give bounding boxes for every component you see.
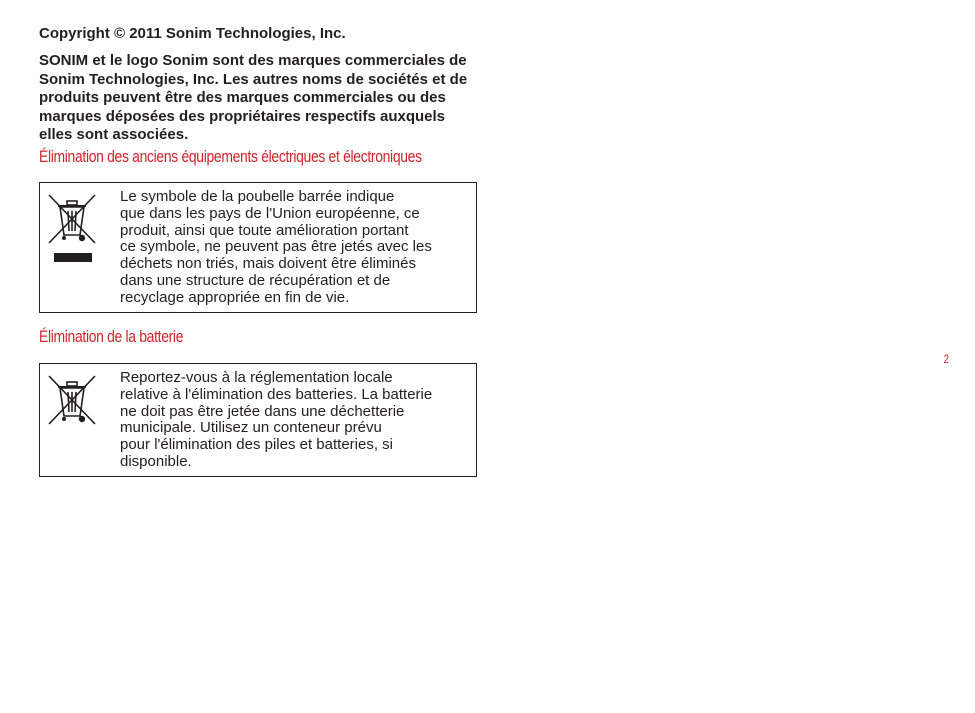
- battery-heading: Élimination de la batterie: [39, 327, 184, 346]
- weee-notice-box: [39, 182, 477, 313]
- trademark-notice: SONIM et le logo Sonim sont des marques commerciales de Sonim Technologies, Inc. Les autres noms de sociétés et de produits peuvent être des marques commerciales ou des marques déposées des propriétaires respectifs auxquels elles sont associées.: [39, 52, 468, 143]
- battery-notice-box: [39, 363, 477, 477]
- crossed-out-wheelie-bin-with-bar-icon: [46, 191, 98, 275]
- weee-heading: Élimination des anciens équipements électriques et électroniques: [39, 147, 422, 166]
- weee-notice-text: Le symbole de la poubelle barrée indique que dans les pays de l'Union européenne, ce produit, ainsi que toute amélioration portant ce symbole, ne peuvent pas être jetés avec les déchets non triés, mais doivent être éliminés dans une structure de récupération et de recyclage appropriée en fin de vie.: [120, 188, 432, 306]
- copyright-notice: Copyright © 2011 Sonim Technologies, Inc.: [39, 25, 346, 42]
- page-number: 2: [943, 352, 950, 366]
- crossed-out-wheelie-bin-icon: [46, 372, 98, 456]
- battery-notice-text: Reportez-vous à la réglementation locale relative à l'élimination des batteries. La batterie ne doit pas être jetée dans une déchetterie municipale. Utilisez un conteneur prévu pour l'élimination des piles et batteries, si disponible.: [120, 369, 433, 470]
